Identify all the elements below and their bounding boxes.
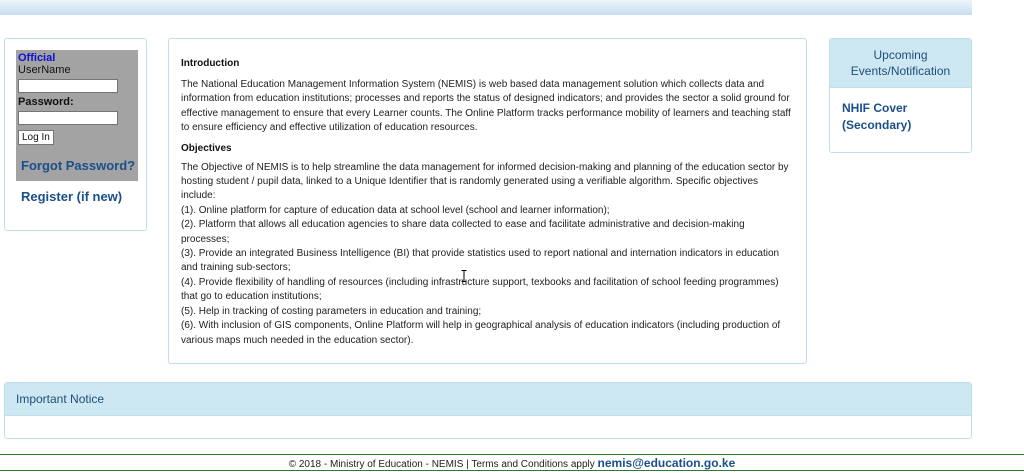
introduction-text: The National Education Management Information System (NEMIS) is web based data management solution which collects data and information from education institutions; processes and reports the status of designed indicators; and provides the sector a solid ground for effective management to ensure that every Learner counts. The Online Platform tracks performance mobility of learners and teaching staff to ensure efficiency and effective utilization of education resources. [181,79,791,134]
objective-item: (4). Provide flexibility of handling of resources (including infrastructure support, texbooks and facilitation of school feeding programmes) that go to education institutions; [181,276,779,303]
introduction-heading: Introduction [181,58,240,69]
events-panel [829,38,972,153]
password-label: Password: [18,96,74,108]
events-heading: Upcoming Events/Notification [830,39,971,88]
login-panel [4,38,147,231]
objective-item: (2). Platform that allows all education agencies to share data collected to ease and facilitate administrative and decision-making processes; [181,219,745,245]
objectives-heading: Objectives [181,142,232,154]
footer [0,454,1024,471]
top-banner [0,0,972,15]
event-link-nhif[interactable]: NHIF Cover (Secondary) [842,101,912,132]
objective-item: (6). With inclusion of GIS components, Online Platform will help in geographical analysis of education indicators (including production of various maps much needed in the education sector). [181,320,781,346]
login-button[interactable]: Log In [18,130,54,145]
official-label: Official [18,52,56,64]
username-label: UserName [18,64,71,76]
content-panel [168,38,807,364]
footer-email-link[interactable]: nemis@education.go.ke [597,456,736,470]
register-link[interactable]: Register (if new) [21,189,123,204]
text-cursor-icon [461,270,467,282]
objective-item: (3). Provide an integrated Business Intelligence (BI) that provide statistics used to report national and internation indicators in education and training sub-sectors; [181,248,780,274]
important-notice-panel [4,382,972,439]
password-input[interactable] [18,111,118,125]
forgot-password-link[interactable]: Forgot Password? [21,158,136,173]
objectives-intro: The Objective of NEMIS is to help streamline the data management for informed decision-making and planning of the education sector by hosting student / pupil data, linked to a Unique Identifier that is randomly generated using a verifiable algorithm. Specific objectives include: [181,161,789,202]
objective-item: (5). Help in tracking of costing parameters in education and training; [181,305,482,317]
objective-item: (1). Online platform for capture of education data at school level (school and learner information); [181,204,610,216]
footer-text: © 2018 - Ministry of Education - NEMIS | Terms and Conditions apply [288,459,595,470]
username-input[interactable] [18,79,118,93]
important-notice-heading: Important Notice [5,383,971,416]
